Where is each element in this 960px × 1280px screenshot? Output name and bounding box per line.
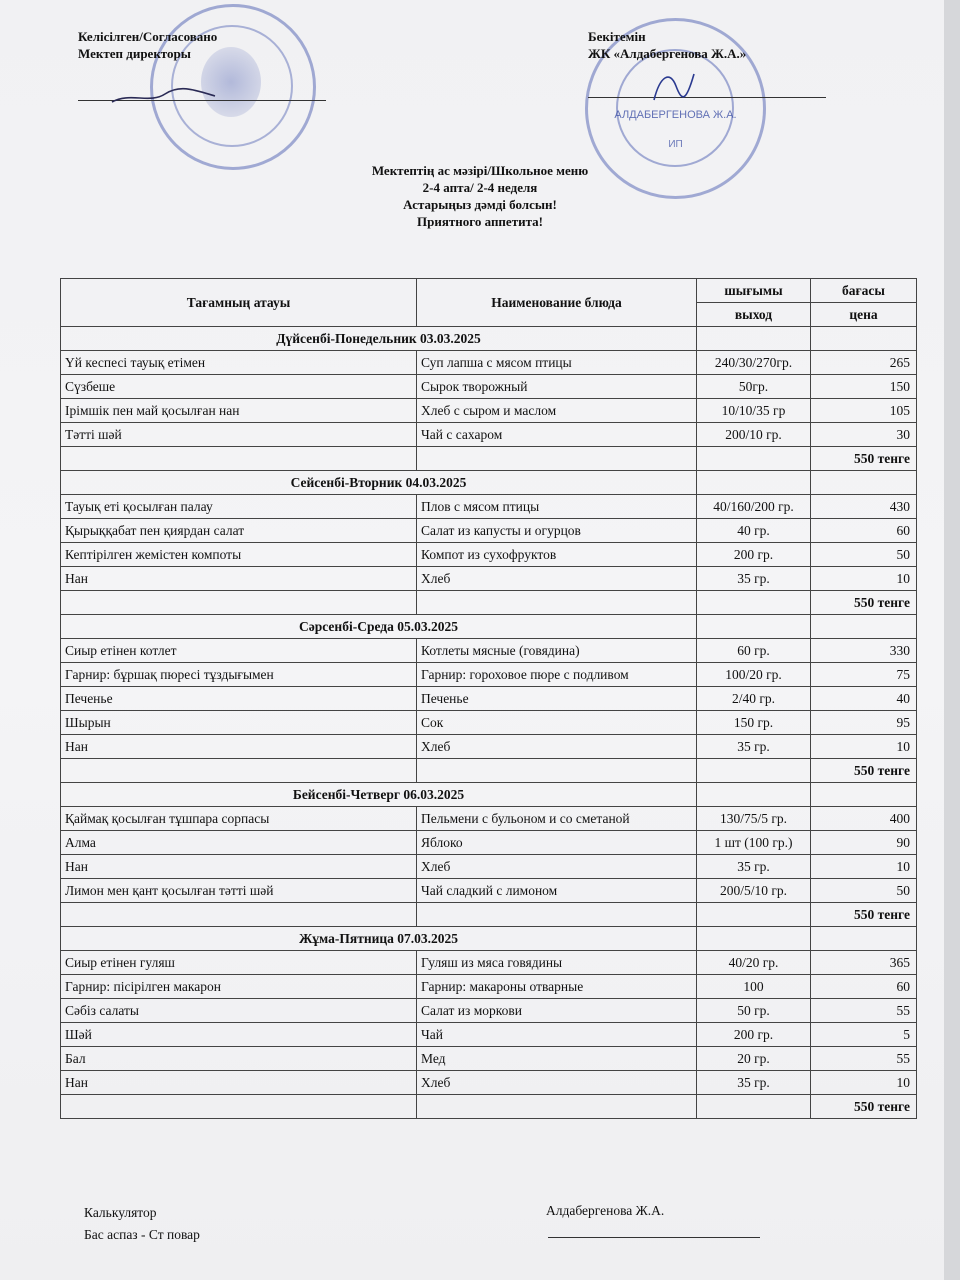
day-total: 550 тенге bbox=[811, 591, 917, 615]
dish-price: 60 bbox=[811, 519, 917, 543]
dish-name-ru: Хлеб bbox=[417, 1071, 697, 1095]
col-price-ru-header: цена bbox=[811, 303, 917, 327]
total-empty-cell bbox=[697, 1095, 811, 1119]
dish-name-kz: Ірімшік пен май қосылған нан bbox=[61, 399, 417, 423]
dish-output: 1 шт (100 гр.) bbox=[697, 831, 811, 855]
dish-price: 330 bbox=[811, 639, 917, 663]
total-empty-cell bbox=[61, 447, 417, 471]
dish-price: 400 bbox=[811, 807, 917, 831]
dish-name-ru: Хлеб bbox=[417, 567, 697, 591]
table-row bbox=[61, 975, 917, 999]
day-total-row bbox=[61, 759, 917, 783]
day-header-row bbox=[61, 783, 917, 807]
col-out-ru-header: выход bbox=[697, 303, 811, 327]
director-label: Мектеп директоры bbox=[78, 46, 191, 61]
footer-signature-line bbox=[548, 1237, 760, 1238]
total-empty-cell bbox=[417, 759, 697, 783]
table-row bbox=[61, 495, 917, 519]
table-row bbox=[61, 519, 917, 543]
day-header-row bbox=[61, 615, 917, 639]
dish-price: 10 bbox=[811, 735, 917, 759]
table-row bbox=[61, 543, 917, 567]
dish-name-kz: Шырын bbox=[61, 711, 417, 735]
dish-output: 35 гр. bbox=[697, 735, 811, 759]
entrepreneur-signature bbox=[650, 66, 700, 106]
dish-output: 40/20 гр. bbox=[697, 951, 811, 975]
footer-left bbox=[84, 1202, 200, 1246]
table-row bbox=[61, 711, 917, 735]
dish-name-ru: Хлеб bbox=[417, 735, 697, 759]
dish-output: 200/10 гр. bbox=[697, 423, 811, 447]
dish-price: 55 bbox=[811, 1047, 917, 1071]
total-empty-cell bbox=[697, 447, 811, 471]
dish-name-kz: Қырыққабат пен қиярдан салат bbox=[61, 519, 417, 543]
dish-name-ru: Пельмени с бульоном и со сметаной bbox=[417, 807, 697, 831]
day-total-row bbox=[61, 903, 917, 927]
dish-name-kz: Лимон мен қант қосылған тәтті шәй bbox=[61, 879, 417, 903]
dish-name-kz: Үй кеспесі тауық етімен bbox=[61, 351, 417, 375]
total-empty-cell bbox=[697, 759, 811, 783]
dish-name-ru: Хлеб с сыром и маслом bbox=[417, 399, 697, 423]
chef-label: Бас аспаз - Ст повар bbox=[84, 1227, 200, 1242]
dish-name-ru: Сырок творожный bbox=[417, 375, 697, 399]
dish-name-kz: Сиыр етінен котлет bbox=[61, 639, 417, 663]
day-header-empty-cell bbox=[811, 783, 917, 807]
day-title: Бейсенбі-Четверг 06.03.2025 bbox=[61, 783, 697, 807]
footer-right-name: Алдабергенова Ж.А. bbox=[546, 1203, 665, 1218]
table-row bbox=[61, 351, 917, 375]
table-row bbox=[61, 1047, 917, 1071]
dish-output: 35 гр. bbox=[697, 567, 811, 591]
dish-name-ru: Мед bbox=[417, 1047, 697, 1071]
agreed-label: Келісілген/Согласовано bbox=[78, 29, 218, 44]
dish-name-ru: Яблоко bbox=[417, 831, 697, 855]
table-row bbox=[61, 831, 917, 855]
day-header-empty-cell bbox=[811, 615, 917, 639]
day-header-empty-cell bbox=[811, 471, 917, 495]
col-kz-header: Тағамның атауы bbox=[61, 279, 417, 327]
dish-price: 95 bbox=[811, 711, 917, 735]
total-empty-cell bbox=[697, 903, 811, 927]
day-header-empty-cell bbox=[811, 327, 917, 351]
dish-output: 130/75/5 гр. bbox=[697, 807, 811, 831]
day-total: 550 тенге bbox=[811, 1095, 917, 1119]
col-ru-header: Наименование блюда bbox=[417, 279, 697, 327]
table-row bbox=[61, 639, 917, 663]
dish-price: 55 bbox=[811, 999, 917, 1023]
menu-title: Мектептің ас мәзірі/Школьное меню bbox=[371, 163, 589, 178]
table-row bbox=[61, 855, 917, 879]
dish-name-kz: Тәтті шәй bbox=[61, 423, 417, 447]
day-header-empty-cell bbox=[697, 783, 811, 807]
day-title: Сәрсенбі-Среда 05.03.2025 bbox=[61, 615, 697, 639]
dish-name-kz: Сиыр етінен гуляш bbox=[61, 951, 417, 975]
table-row bbox=[61, 663, 917, 687]
table-row bbox=[61, 807, 917, 831]
col-price-kz-header: бағасы bbox=[811, 279, 917, 303]
total-empty-cell bbox=[61, 759, 417, 783]
dish-output: 10/10/35 гр bbox=[697, 399, 811, 423]
table-row bbox=[61, 1023, 917, 1047]
total-empty-cell bbox=[417, 903, 697, 927]
approve-label: Бекітемін bbox=[588, 29, 646, 44]
dish-output: 200/5/10 гр. bbox=[697, 879, 811, 903]
day-total-row bbox=[61, 591, 917, 615]
day-header-empty-cell bbox=[697, 471, 811, 495]
calculator-label: Калькулятор bbox=[84, 1205, 157, 1220]
day-title: Сейсенбі-Вторник 04.03.2025 bbox=[61, 471, 697, 495]
dish-output: 35 гр. bbox=[697, 1071, 811, 1095]
table-row bbox=[61, 423, 917, 447]
dish-name-ru: Гарнир: гороховое пюре с подливом bbox=[417, 663, 697, 687]
dish-name-kz: Тауық еті қосылған палау bbox=[61, 495, 417, 519]
dish-price: 105 bbox=[811, 399, 917, 423]
dish-name-kz: Гарнир: бұршақ пюресі тұздығымен bbox=[61, 663, 417, 687]
dish-price: 75 bbox=[811, 663, 917, 687]
day-total: 550 тенге bbox=[811, 759, 917, 783]
dish-name-kz: Қаймақ қосылған тұшпара сорпасы bbox=[61, 807, 417, 831]
dish-price: 265 bbox=[811, 351, 917, 375]
table-header-row bbox=[61, 279, 917, 303]
dish-name-ru: Котлеты мясные (говядина) bbox=[417, 639, 697, 663]
col-out-kz-header: шығымы bbox=[697, 279, 811, 303]
background-edge bbox=[944, 0, 960, 1280]
dish-output: 35 гр. bbox=[697, 855, 811, 879]
table-row bbox=[61, 687, 917, 711]
dish-name-kz: Кептірілген жемістен компоты bbox=[61, 543, 417, 567]
menu-table bbox=[60, 278, 917, 1119]
dish-name-ru: Хлеб bbox=[417, 855, 697, 879]
entrepreneur-label: ЖК «Алдабергенова Ж.А.» bbox=[588, 46, 747, 61]
seal-type: ИП bbox=[668, 139, 683, 150]
wish-ru: Приятного аппетита! bbox=[417, 214, 543, 229]
dish-name-kz: Алма bbox=[61, 831, 417, 855]
day-total: 550 тенге bbox=[811, 447, 917, 471]
director-signature bbox=[110, 84, 220, 108]
dish-output: 20 гр. bbox=[697, 1047, 811, 1071]
dish-name-ru: Салат из моркови bbox=[417, 999, 697, 1023]
dish-price: 10 bbox=[811, 567, 917, 591]
dish-price: 10 bbox=[811, 1071, 917, 1095]
dish-output: 100 bbox=[697, 975, 811, 999]
total-empty-cell bbox=[61, 1095, 417, 1119]
dish-price: 50 bbox=[811, 543, 917, 567]
total-empty-cell bbox=[61, 903, 417, 927]
table-row bbox=[61, 1071, 917, 1095]
dish-price: 50 bbox=[811, 879, 917, 903]
day-total-row bbox=[61, 1095, 917, 1119]
day-title: Жұма-Пятница 07.03.2025 bbox=[61, 927, 697, 951]
dish-name-kz: Бал bbox=[61, 1047, 417, 1071]
dish-name-kz: Нан bbox=[61, 735, 417, 759]
total-empty-cell bbox=[697, 591, 811, 615]
table-row bbox=[61, 375, 917, 399]
dish-name-ru: Компот из сухофруктов bbox=[417, 543, 697, 567]
total-empty-cell bbox=[61, 591, 417, 615]
total-empty-cell bbox=[417, 591, 697, 615]
day-header-row bbox=[61, 327, 917, 351]
approval-left-block bbox=[78, 28, 217, 62]
table-row bbox=[61, 999, 917, 1023]
dish-name-ru: Чай bbox=[417, 1023, 697, 1047]
dish-price: 60 bbox=[811, 975, 917, 999]
dish-price: 365 bbox=[811, 951, 917, 975]
dish-output: 240/30/270гр. bbox=[697, 351, 811, 375]
dish-price: 10 bbox=[811, 855, 917, 879]
menu-week: 2-4 апта/ 2-4 неделя bbox=[422, 180, 538, 195]
dish-name-kz: Сәбіз салаты bbox=[61, 999, 417, 1023]
dish-output: 200 гр. bbox=[697, 1023, 811, 1047]
day-title: Дүйсенбі-Понедельник 03.03.2025 bbox=[61, 327, 697, 351]
dish-name-ru: Гуляш из мяса говядины bbox=[417, 951, 697, 975]
dish-output: 60 гр. bbox=[697, 639, 811, 663]
table-row bbox=[61, 399, 917, 423]
dish-output: 50гр. bbox=[697, 375, 811, 399]
dish-price: 430 bbox=[811, 495, 917, 519]
dish-name-ru: Сок bbox=[417, 711, 697, 735]
dish-name-ru: Суп лапша с мясом птицы bbox=[417, 351, 697, 375]
total-empty-cell bbox=[417, 447, 697, 471]
dish-name-kz: Нан bbox=[61, 1071, 417, 1095]
dish-output: 40 гр. bbox=[697, 519, 811, 543]
day-header-row bbox=[61, 927, 917, 951]
dish-name-ru: Гарнир: макароны отварные bbox=[417, 975, 697, 999]
seal-name: АЛДАБЕРГЕНОВА Ж.А. bbox=[614, 109, 737, 121]
day-header-row bbox=[61, 471, 917, 495]
dish-name-kz: Нан bbox=[61, 567, 417, 591]
total-empty-cell bbox=[417, 1095, 697, 1119]
wish-kz: Астарыңыз дәмді болсын! bbox=[403, 197, 557, 212]
dish-price: 30 bbox=[811, 423, 917, 447]
menu-title-block bbox=[0, 162, 960, 230]
day-header-empty-cell bbox=[697, 615, 811, 639]
dish-output: 150 гр. bbox=[697, 711, 811, 735]
table-row bbox=[61, 567, 917, 591]
table-row bbox=[61, 879, 917, 903]
dish-output: 200 гр. bbox=[697, 543, 811, 567]
dish-price: 5 bbox=[811, 1023, 917, 1047]
day-total-row bbox=[61, 447, 917, 471]
dish-name-ru: Чай сладкий с лимоном bbox=[417, 879, 697, 903]
approval-right-block bbox=[588, 28, 746, 62]
dish-output: 50 гр. bbox=[697, 999, 811, 1023]
dish-price: 40 bbox=[811, 687, 917, 711]
dish-name-ru: Плов с мясом птицы bbox=[417, 495, 697, 519]
dish-name-kz: Печенье bbox=[61, 687, 417, 711]
dish-output: 100/20 гр. bbox=[697, 663, 811, 687]
day-header-empty-cell bbox=[697, 327, 811, 351]
dish-price: 90 bbox=[811, 831, 917, 855]
dish-name-kz: Гарнир: пісірілген макарон bbox=[61, 975, 417, 999]
dish-output: 40/160/200 гр. bbox=[697, 495, 811, 519]
dish-name-ru: Салат из капусты и огурцов bbox=[417, 519, 697, 543]
dish-name-ru: Чай с сахаром bbox=[417, 423, 697, 447]
right-signature-line bbox=[588, 97, 826, 98]
dish-name-ru: Печенье bbox=[417, 687, 697, 711]
day-header-empty-cell bbox=[811, 927, 917, 951]
table-row bbox=[61, 735, 917, 759]
dish-name-kz: Нан bbox=[61, 855, 417, 879]
dish-output: 2/40 гр. bbox=[697, 687, 811, 711]
day-header-empty-cell bbox=[697, 927, 811, 951]
dish-price: 150 bbox=[811, 375, 917, 399]
table-row bbox=[61, 951, 917, 975]
dish-name-kz: Шәй bbox=[61, 1023, 417, 1047]
day-total: 550 тенге bbox=[811, 903, 917, 927]
dish-name-kz: Сүзбеше bbox=[61, 375, 417, 399]
